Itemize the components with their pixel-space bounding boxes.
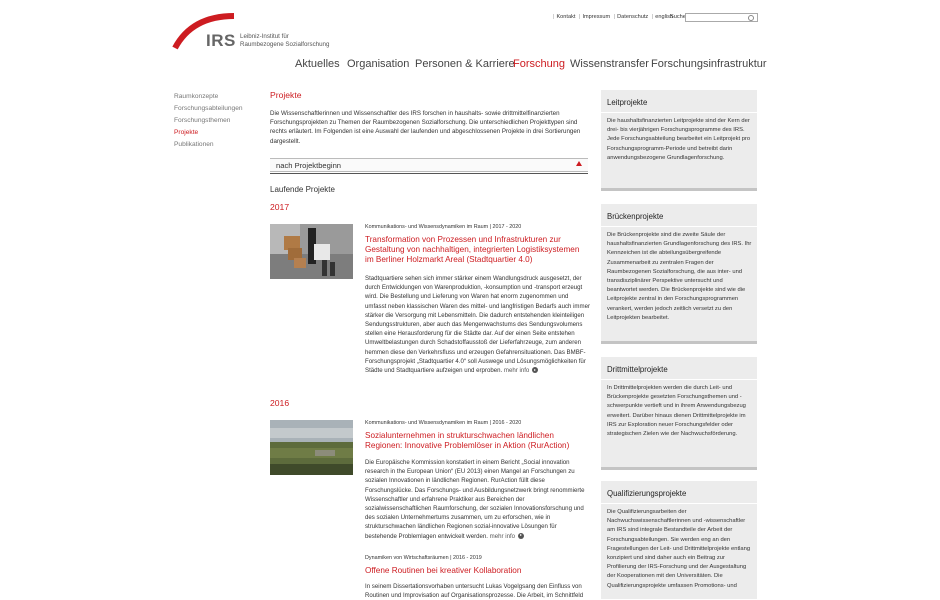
divider: [601, 112, 757, 113]
project-title-link[interactable]: Offene Routinen bei kreativer Kollaboration: [365, 566, 522, 575]
info-box-title: Drittmittelprojekte: [607, 365, 668, 374]
project-description: [365, 458, 590, 541]
project-meta: Dynamiken von Wirtschaftsräumen | 2016 - 2019: [365, 555, 482, 561]
arrow-right-circle-icon: [532, 367, 538, 373]
page-title: Projekte: [270, 90, 302, 100]
divider: [270, 173, 588, 174]
project-title-link[interactable]: Sozialunternehmen in strukturschwachen ländlichen Regionen: Innovative Problemlöser in Aktion (RurAction): [365, 431, 570, 450]
logo-subtitle-line2: Raumbezogene Sozialforschung: [240, 40, 330, 48]
info-box-text: Die haushaltsfinanzierten Leitprojekte sind der Kern der drei- bis vierjährigen Forschungsprogramme des IRS. Jede Forschungsabteilung bearbeitet ein Leitprojekt pro Forschungsprogramm-Periode und betreibt darin anwendungsbezogene Grundlagenforschung.: [607, 118, 751, 161]
project-description: In seinem Dissertationsvorhaben untersucht Lukas Vogelgsang den Einfluss von Routinen und Improvisation auf Organisationsprozesse. Die Arbeit, im Schnittfeld: [365, 583, 584, 600]
sub-nav-raumkonzepte[interactable]: Raumkonzepte: [174, 93, 219, 100]
main-nav-forschung[interactable]: Forschung: [513, 58, 565, 70]
main-nav-organisation[interactable]: Organisation: [347, 58, 410, 70]
logo-subtitle-line1: Leibniz-Institut für: [240, 33, 289, 40]
arrow-right-circle-icon: [518, 533, 524, 539]
info-box-drittmittelprojekte: [601, 357, 757, 470]
sort-accordion[interactable]: [270, 158, 588, 172]
info-box-qualifizierungsprojekte: [601, 481, 757, 599]
main-nav-aktuelles[interactable]: Aktuelles: [295, 58, 340, 70]
info-box-leitprojekte: [601, 90, 757, 191]
more-info-link[interactable]: [490, 533, 524, 540]
sub-nav-forschungsabteilungen[interactable]: Forschungsabteilungen: [174, 105, 243, 112]
utility-link-impressum[interactable]: Impressum: [582, 14, 611, 20]
info-box-title: Qualifizierungsprojekte: [607, 489, 687, 498]
utility-link-datenschutz[interactable]: Datenschutz: [617, 14, 649, 20]
logo-wordmark: IRS: [206, 31, 236, 50]
search-label: Suche: [670, 14, 686, 20]
info-box-brueckenprojekte: [601, 204, 757, 344]
sub-nav-forschungsthemen[interactable]: Forschungsthemen: [174, 117, 231, 124]
info-box-title: Brückenprojekte: [607, 212, 664, 221]
project-thumbnail[interactable]: [270, 420, 353, 475]
main-nav-forschungsinfrastruktur[interactable]: Forschungsinfrastruktur: [651, 58, 767, 70]
main-nav-personen-karriere[interactable]: Personen & Karriere: [415, 58, 515, 70]
project-meta: Kommunikations- und Wissensdynamiken im Raum | 2016 - 2020: [365, 420, 522, 426]
search-icon[interactable]: [748, 15, 754, 21]
sub-nav-projekte[interactable]: Projekte: [174, 129, 199, 136]
more-info-label: mehr info: [489, 532, 516, 540]
intro-text: Die Wissenschaftlerinnen und Wissenschaftler des IRS forschen in haushalts- sowie drittmittelfinanzierten Forschungsprojekten zu Themen der Raumbezogenen Sozialforschung. Die unterschiedlichen Projekttypen sind rechts erläutert. Im Folgenden ist eine Auswahl der laufenden und abgeschlossenen Projekte in drei Sortierungen dargestellt.: [270, 110, 581, 145]
info-box-text: Die Brückenprojekte sind die zweite Säule der haushaltsfinanzierten Grundlagenforschung des IRS. Ihr Kennzeichen ist die abteilungsübergreifende Zusammenarbeit zu zentralen Fragen der Raumbezogenen Sozialforschung, die aus inter- und transdisziplinärer Perspektive untersucht und beantwortet werden. Die Brückenprojekte sind wie die Leitprojekte zentral in den Forschungsprogrammen verankert, werden jedoch zeitlich versetzt zu den Leitprojekten bearbeitet.: [607, 232, 752, 321]
utility-link-english[interactable]: english: [655, 14, 673, 20]
project-description-text: Die Europäische Kommission konstatiert in einem Bericht „Social innovation research in the European Union“ (EU 2013) einen Mangel an Forschungen zu sozialen Innovationen in ländlichen Regionen. RurAction füllt diese Forschungslücke. Das Forschungs- und Ausbildungsnetzwerk bringt renommierte Wissenschaftler und erfahrene Praktiker aus Bereichen der sozialwissenschaftlichen Raumforschung, der sozialen Innovationsforschung und des sozialen Unternehmertums zusammen, um zu erforschen, wie in strukturschwachen ländlichen Regionen sozial-innovative Lösungen für bestehende Problemlagen entwickelt werden.: [365, 459, 585, 540]
project-meta: Kommunikations- und Wissensdynamiken im Raum | 2017 - 2020: [365, 224, 522, 230]
utility-link-kontakt[interactable]: Kontakt: [556, 14, 576, 20]
divider: [601, 379, 757, 380]
divider: [601, 503, 757, 504]
search-input[interactable]: [685, 13, 758, 22]
logo-subtitle: [240, 33, 350, 48]
sub-nav: [174, 91, 243, 151]
main-nav: [0, 58, 940, 72]
section-heading: Laufende Projekte: [270, 185, 335, 194]
project-description-text: Stadtquartiere sehen sich immer stärker einem Wandlungsdruck ausgesetzt, der durch Entwicklungen von Warenproduktion, -konsumption und -transport erzeugt wird. Die Bestellung und Lieferung von Waren hat enorm zugenommen und umfasst neben klassischen Waren des mittel- und langfristigen Bedarfs auch immer stärker die Versorgung mit Lebensmitteln. Die dadurch entstehenden kleinteiligen Sendungsstrukturen, aber auch das Mengenwachstums des Sendungsvolumens stellen eine Herausforderung für die Städte dar. Auf der einen Seite entstehen Umweltbelastungen durch Schadstoffausstoß der Lieferfahrzeuge, zum anderen hemmen diese den Verkehrsfluss und erzeugen Gefahrensituationen. Das BMBF-Forschungsprojekt „Stadtquartier 4.0“ soll Auswege und Lösungsmöglichkeiten für Städte und Stadtquartiere aufzeigen und erproben.: [365, 275, 591, 375]
project-thumbnail[interactable]: [270, 224, 353, 279]
info-box-title: Leitprojekte: [607, 98, 648, 107]
sub-nav-publikationen[interactable]: Publikationen: [174, 141, 214, 148]
sort-label: nach Projektbeginn: [276, 161, 342, 170]
info-box-text: Die Qualifizierungsarbeiten der Nachwuchswissenschaftlerinnen und -wissenschaftler am IRS sind integrale Bestandteile der Arbeit der Forschungsabteilungen. Sie werden eng an den Fragestellungen der Leit- und Drittmittelprojekte entlang konzipiert und sind daher auch ein Beitrag zur Profilierung der IRS-Forschung und der Ausgestaltung der Kooperationen mit den Universitäten. Die Qualifizierungsprojekte umfassen Promotions- und: [607, 509, 751, 589]
main-nav-wissenstransfer[interactable]: Wissenstransfer: [570, 58, 649, 70]
more-info-link[interactable]: [504, 367, 538, 374]
collapse-triangle-icon[interactable]: [576, 161, 582, 166]
utility-nav: | Kontakt | Impressum | Datenschutz | english: [553, 14, 673, 20]
project-title-link[interactable]: Transformation von Prozessen und Infrastrukturen zur Gestaltung von nachhaltigen, integrierten Logistiksystemen im Berliner Holzmarkt Areal (Stadtquartier 4.0): [365, 235, 580, 264]
project-description: [365, 274, 590, 375]
more-info-label: mehr info: [503, 367, 530, 375]
info-box-text: In Drittmittelprojekten werden die durch Leit- und Brückenprojekte gesetzten Forschungsthemen und -schwerpunkte vertieft und in ihrem Anwendungsbezug erweitert. Darüber hinaus dienen Drittmittelprojekte im IRS zur Exploration neuer Forschungsfelder oder strategischen Zielen wie der Nachwuchsförderung.: [607, 385, 746, 438]
divider: [601, 226, 757, 227]
year-heading: 2016: [270, 398, 290, 408]
year-heading: 2017: [270, 202, 290, 212]
